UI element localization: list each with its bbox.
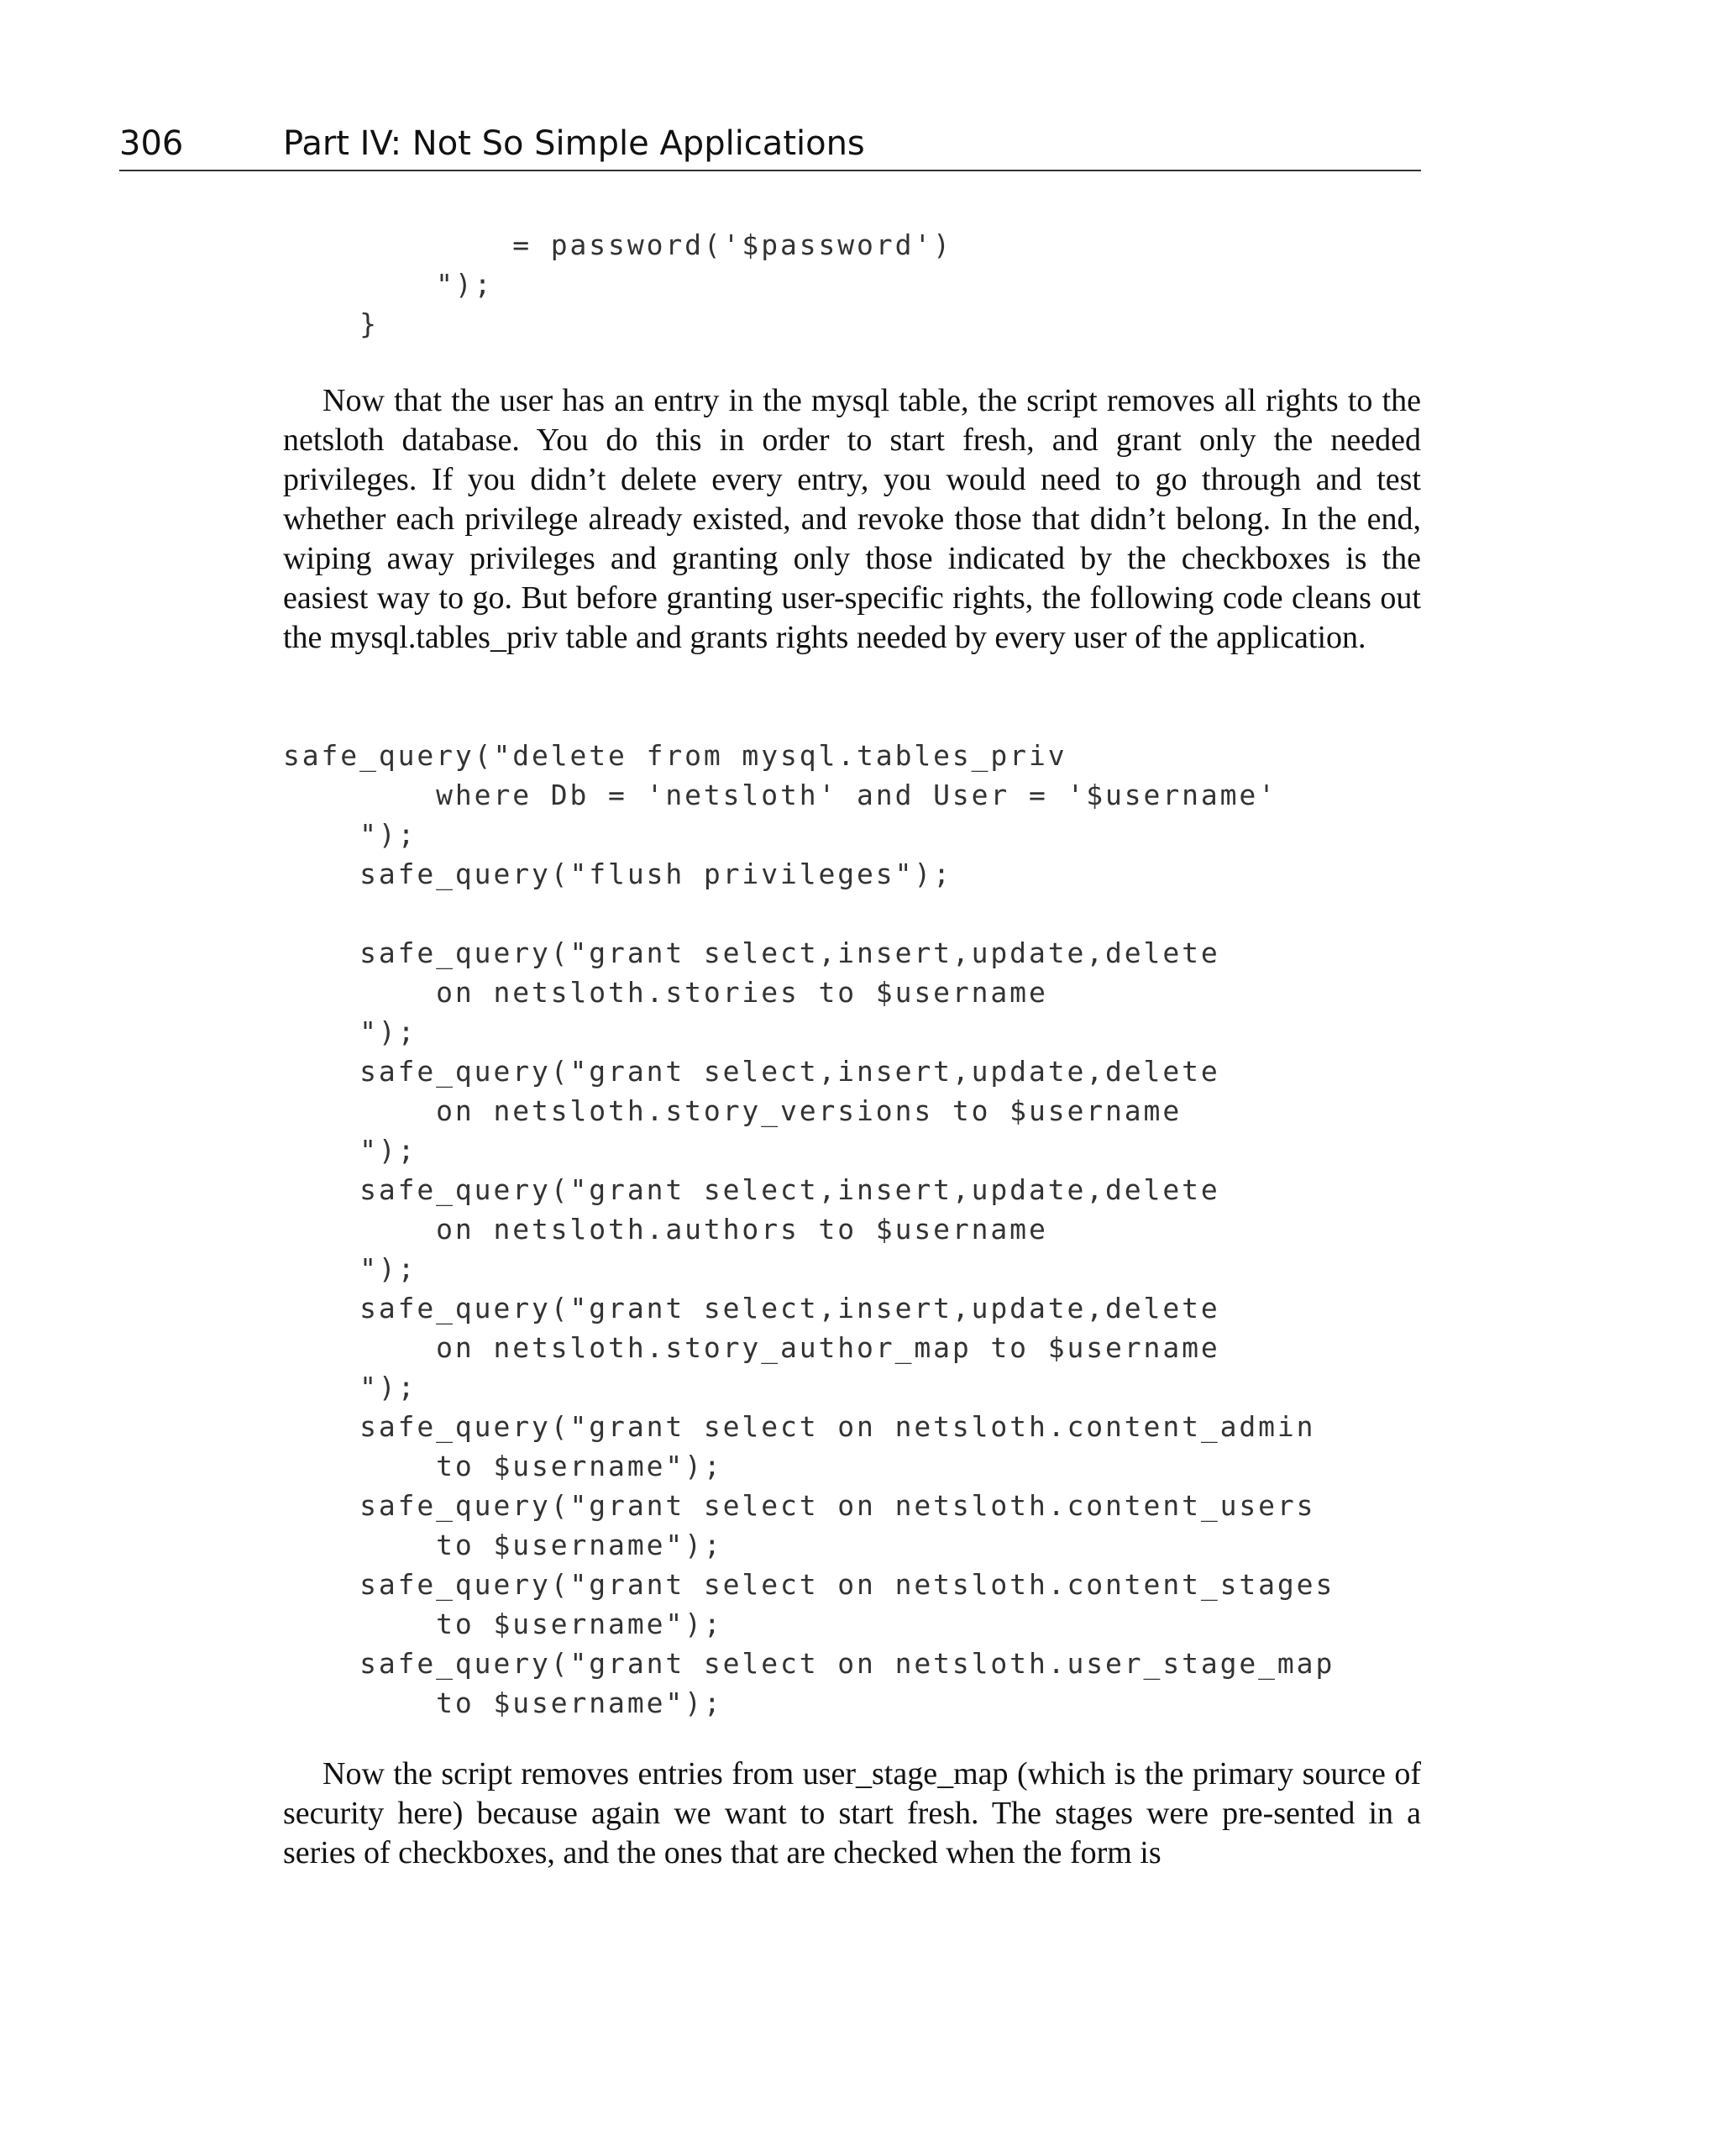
code-block-grants: safe_query("delete from mysql.tables_priv where Db = 'netsloth' and User = '$username' "); safe_query("flush privileges"); safe_query("grant select,insert,update,delete on netsloth.stories to $username "); safe_query("grant select,insert,update,delete on netsloth.story_versions to $username "); safe_query("grant select,insert,update,delete on netsloth.authors to $username "); safe_query("grant select,insert,update,delete on netsloth.story_author_map to $username "); safe_query("grant select on netsloth.content_admin to $username"); safe_query("grant select on netsloth.content_users to $username"); safe_query("grant select on netsloth.content_stages to $username"); safe_query("grant select on netsloth.user_stage_map to $username"); [283, 739, 1335, 1719]
running-title: Part IV: Not So Simple Applications [283, 124, 865, 163]
page-number: 306 [119, 124, 184, 163]
body-paragraph-rights: Now that the user has an entry in the mysql table, the script removes all rights to the netsloth database. You do this in order to start fresh, and grant only the needed privileges. If you didn’t delete every entry, you would need to go through and test whether each privilege already existed, and revoke those that didn’t belong. In the end, wiping away privileges and granting only those indicated by the checkboxes is the easiest way to go. But before granting user-specific rights, the following code cleans out the mysql.tables_priv table and grants rights needed by every user of the application. [283, 383, 1421, 655]
code-block-password: = password('$password') "); } [359, 228, 952, 340]
page-header [119, 118, 1421, 171]
body-paragraph-stage-map: Now the script removes entries from user_stage_map (which is the primary source of security here) because again we want to start fresh. The stages were pre-sented in a series of checkboxes, and the ones that are checked when the form is [283, 1756, 1421, 1870]
